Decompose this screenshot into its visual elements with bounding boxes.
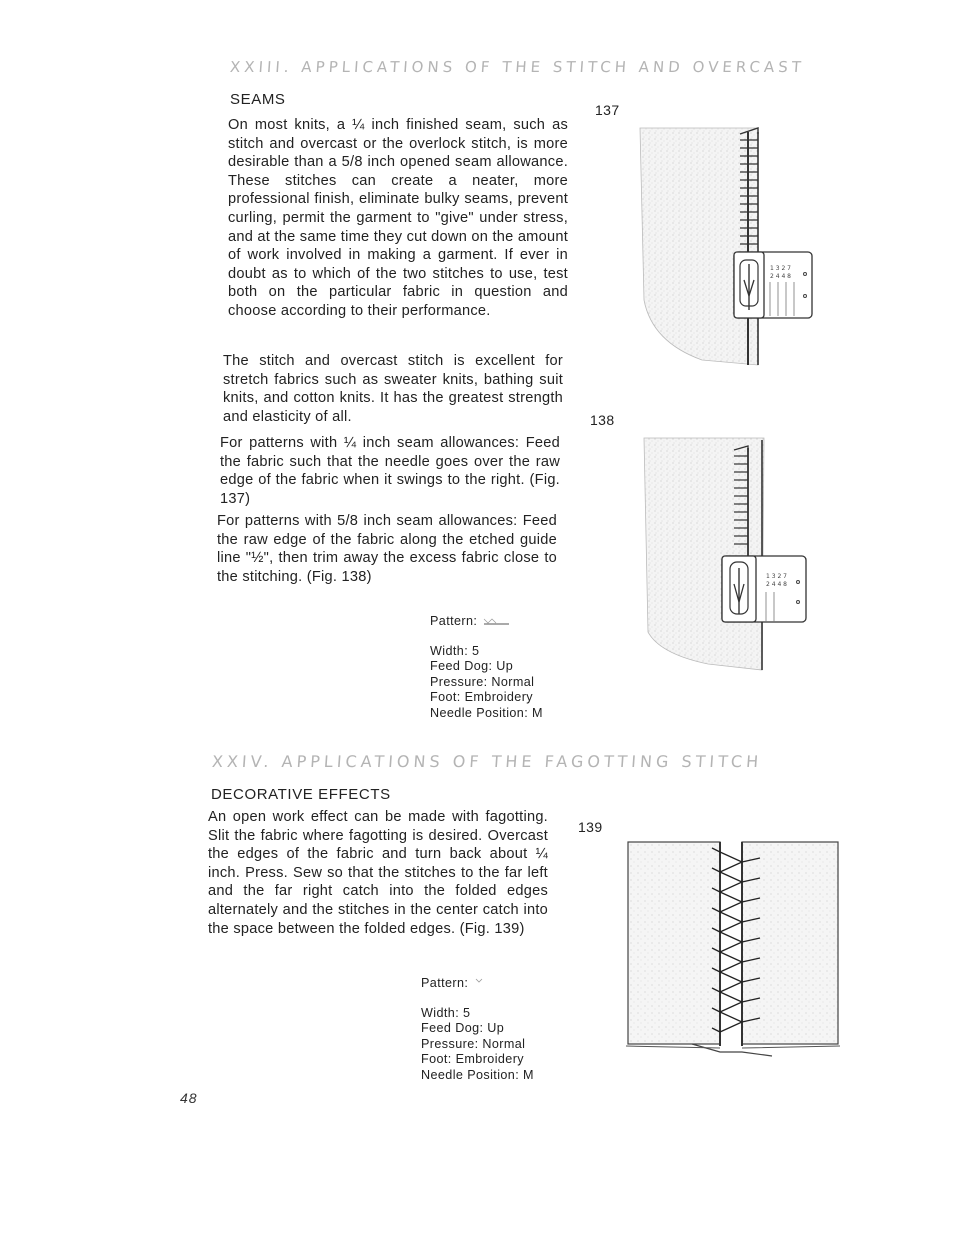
decorative-effects-title: DECORATIVE EFFECTS	[211, 786, 391, 803]
fagotting-pattern-icon	[472, 975, 502, 989]
svg-text:1 3 2 7: 1 3 2 7	[770, 265, 791, 272]
seams-text-block-3	[220, 434, 560, 508]
figure-139-number: 139	[578, 819, 603, 835]
pattern-label: Pattern:	[421, 976, 469, 990]
pattern-label: Pattern:	[430, 614, 478, 628]
seams-machine-settings	[430, 613, 543, 722]
seams-paragraph-4: For patterns with 5/8 inch seam allowances: Feed the raw edge of the fabric along the etched guide line "½", then trim away the excess fabric close to the stitching. (Fig. 138)	[217, 513, 557, 585]
pressure-setting: Pressure: Normal	[421, 1036, 526, 1051]
figure-138-number: 138	[590, 412, 615, 428]
figure-137-number: 137	[595, 102, 620, 118]
needle-position-setting: Needle Position: M	[421, 1067, 534, 1082]
seams-title: SEAMS	[230, 91, 286, 108]
svg-text:2 4 4 8: 2 4 4 8	[770, 273, 791, 280]
needle-position-setting: Needle Position: M	[430, 705, 543, 720]
page-number: 48	[180, 1090, 198, 1106]
seams-text-block-2	[223, 352, 563, 426]
figure-138-illustration	[636, 432, 816, 677]
seams-paragraph-2: The stitch and overcast stitch is excellent for stretch fabrics such as sweater knits, bathing suit knits, and cotton knits. It has the greatest strength and elasticity of all.	[223, 353, 563, 425]
feed-dog-setting: Feed Dog: Up	[430, 659, 514, 674]
foot-setting: Foot: Embroidery	[421, 1052, 524, 1067]
svg-text:1 3 2 7: 1 3 2 7	[766, 573, 787, 580]
figure-139-illustration	[622, 836, 852, 1066]
pressure-setting: Pressure: Normal	[430, 674, 535, 689]
width-setting: Width: 5	[421, 1005, 471, 1020]
foot-setting: Foot: Embroidery	[430, 690, 533, 705]
decorative-paragraph: An open work effect can be made with fagotting. Slit the fabric where fagotting is desired. Overcast the edges of the fabric and turn back about ¼ inch. Press. Sew so that the stitches to the far left and the far right catch into the folded edges alternately and the stitches in the center catch into the space between the folded edges. (Fig. 139)	[208, 809, 548, 937]
seams-text-block-4	[217, 512, 557, 586]
svg-text:2 4 4 8: 2 4 4 8	[766, 581, 787, 588]
seams-paragraph-3: For patterns with ¼ inch seam allowances: Feed the fabric such that the needle goes over the raw edge of the fabric when it swings to the right. (Fig. 137)	[220, 435, 560, 507]
seams-text-block	[228, 116, 568, 321]
stitch-pattern-icon	[481, 613, 515, 627]
decorative-text-block	[208, 808, 548, 938]
figure-137-illustration	[630, 120, 830, 375]
chapter-heading-fagotting: XXIV. APPLICATIONS OF THE FAGOTTING STITCH	[211, 752, 763, 771]
chapter-heading-stitch-overcast: XXIII. APPLICATIONS OF THE STITCH AND OVERCAST	[229, 58, 806, 76]
feed-dog-setting: Feed Dog: Up	[421, 1021, 505, 1036]
seams-paragraph-1: On most knits, a ¼ inch finished seam, such as stitch and overcast or the overlock stitch, is more desirable than a 5/8 inch opened seam allowance. These stitches can create a neater, more professional finish, eliminate bulky seams, prevent curling, permit the garment to "give" under stress, and at the same time they cut down on the amount of work involved in making a garment. If ever in doubt as to which of the two stitches to use, test both on the particular fabric in question and choose according to their performance.	[228, 117, 568, 319]
width-setting: Width: 5	[430, 643, 480, 658]
decorative-machine-settings	[421, 975, 534, 1084]
